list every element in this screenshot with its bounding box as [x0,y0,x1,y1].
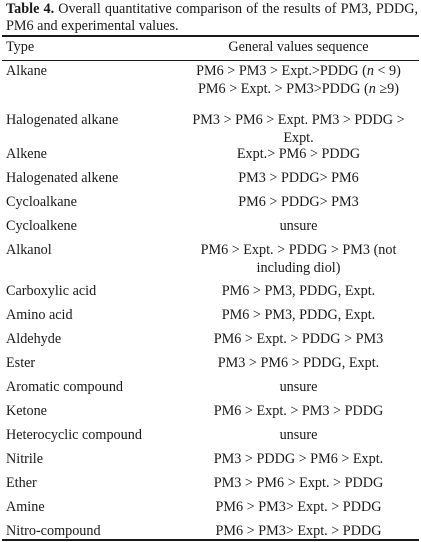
row-type: Aromatic compound [6,379,124,395]
table-caption [6,1,418,35]
row-sequence [180,145,417,163]
row-type: Ketone [6,403,47,419]
table-header-rule [2,60,419,61]
row-sequence [180,402,417,420]
row-sequence [180,306,417,324]
row-type: Ether [6,475,37,491]
row-sequence [180,62,417,98]
row-sequence [180,193,417,211]
sequence-line: unsure [279,379,318,395]
row-sequence [180,426,417,444]
row-type: Alkane [6,63,47,79]
column-header-sequence: General values sequence [228,39,369,55]
row-sequence [180,111,417,147]
caption-label: Table 4. [6,1,55,17]
row-type: Nitro-compound [6,523,101,539]
row-sequence [180,474,417,492]
row-sequence [180,169,417,187]
column-header-type: Type [6,39,35,55]
row-sequence [180,354,417,372]
row-sequence [180,217,417,235]
sequence-line: PM6 > PM3, PDDG, Expt. [221,283,376,299]
row-type: Halogenated alkene [6,170,119,186]
sequence-line: PM6 > PM3, PDDG, Expt. [221,307,376,323]
table-bottom-rule [2,539,419,541]
sequence-line: PM6 > PM3> Expt. > PDDG [215,499,382,515]
sequence-line: PM6 > PM3> Expt. > PDDG [215,523,382,539]
sequence-line: PM3 > PM6 > PDDG, Expt. [217,355,380,371]
row-sequence [180,450,417,468]
sequence-line: unsure [279,218,318,234]
row-type: Alkanol [6,242,52,258]
row-type: Cycloalkene [6,218,77,234]
row-sequence [180,241,417,277]
row-sequence [180,330,417,348]
sequence-line: PM6 > Expt. > PDDG > PM3 (not [200,242,397,258]
row-type: Alkene [6,146,47,162]
row-sequence [180,498,417,516]
row-type: Ester [6,355,36,371]
row-type: Carboxylic acid [6,283,97,299]
row-type: Amino acid [6,307,73,323]
sequence-line: Expt.> PM6 > PDDG [236,146,361,162]
sequence-line: PM6 > Expt. > PM3>PDDG (n ≥9) [198,81,399,97]
row-sequence [180,522,417,540]
sequence-line: PM3 > PM6 > Expt. PM3 > PDDG > [192,112,405,128]
row-type: Amine [6,499,45,515]
sequence-line: PM6 > Expt. > PDDG > PM3 [213,331,384,347]
sequence-line: PM3 > PM6 > Expt. > PDDG [213,475,384,491]
sequence-line: PM6 > PDDG> PM3 [238,194,359,210]
row-type: Heterocyclic compound [6,427,142,443]
row-type: Halogenated alkane [6,112,119,128]
sequence-line: Expt. [283,130,314,146]
sequence-line: unsure [279,427,318,443]
row-type: Nitrile [6,451,44,467]
row-sequence [180,282,417,300]
caption-text: Overall quantitative comparison of the results of PM3, PDDG, PM6 and experimental values. [6,1,418,34]
sequence-line: PM6 > PM3 > Expt.>PDDG (n < 9) [196,63,401,79]
sequence-line: including diol) [256,260,341,276]
row-sequence [180,378,417,396]
row-type: Aldehyde [6,331,62,347]
table-top-rule [2,35,419,37]
sequence-line: PM6 > Expt. > PM3 > PDDG [213,403,384,419]
row-type: Cycloalkane [6,194,77,210]
sequence-line: PM3 > PDDG > PM6 > Expt. [213,451,384,467]
sequence-line: PM3 > PDDG> PM6 [238,170,359,186]
